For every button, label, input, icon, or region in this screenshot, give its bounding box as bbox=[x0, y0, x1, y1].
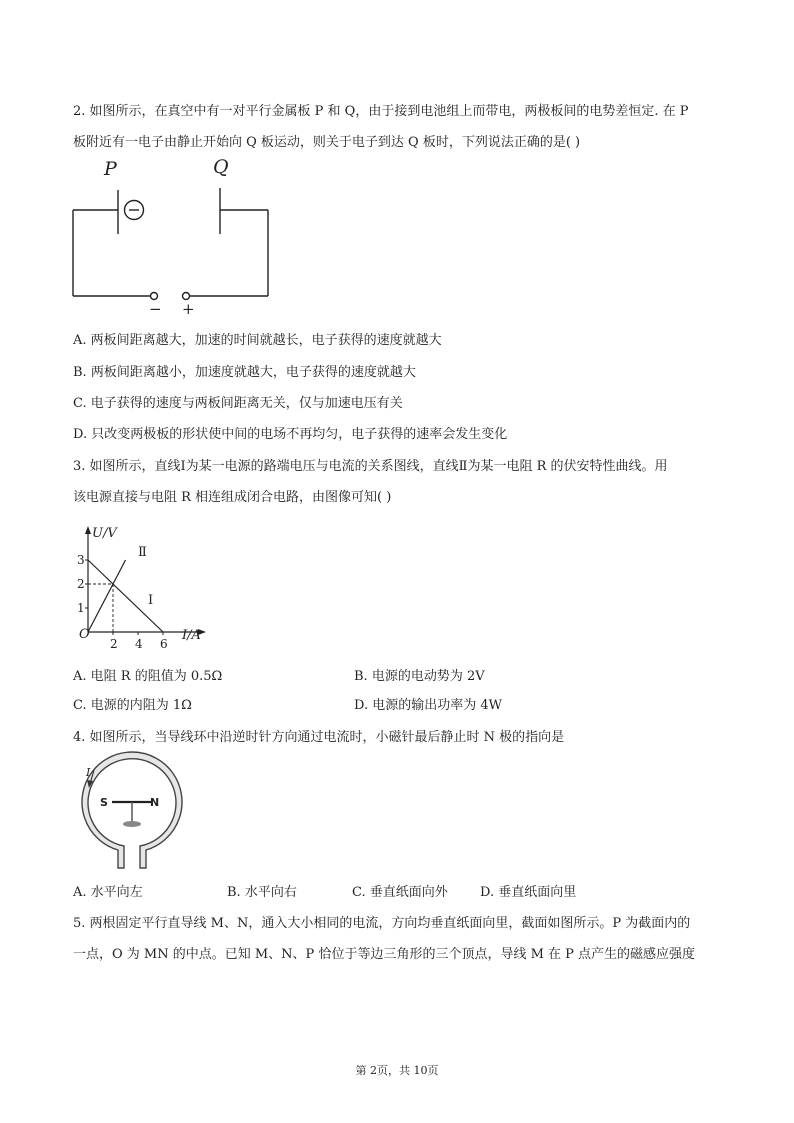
q4-loop-figure bbox=[82, 762, 182, 874]
q3-option-a: A. 电阻 R 的阻值为 0.5Ω bbox=[73, 669, 223, 684]
line1-label: Ⅰ bbox=[148, 593, 154, 608]
q5-stem-line2: 一点，O 为 MN 的中点。已知 M、N、P 恰位于等边三角形的三个顶点，导线 M 在 P 点产生的磁感应强度 bbox=[73, 947, 696, 962]
q3-stem-line1: 3. 如图所示，直线Ⅰ为某一电源的路端电压与电流的关系图线，直线Ⅱ为某一电阻 R 的伏安特性曲线。用 bbox=[73, 459, 668, 474]
q2-option-d: D. 只改变两极板的形状使中间的电场不再均匀，电子获得的速率会发生变化 bbox=[73, 427, 508, 442]
q3-option-d: D. 电源的输出功率为 4W bbox=[354, 698, 502, 713]
y-tick-label: 2 bbox=[77, 577, 85, 591]
q4-option-c: C. 垂直纸面向外 bbox=[352, 885, 448, 900]
q2-option-b: B. 两板间距离越小，加速度就越大，电子获得的速度就越大 bbox=[73, 365, 416, 380]
line2-label: Ⅱ bbox=[138, 545, 147, 560]
current-i-label: I bbox=[86, 766, 91, 779]
q5-stem-line1: 5. 两根固定平行直导线 M、N，通入大小相同的电流，方向均垂直纸面向里，截面如图所示。P 为截面内的 bbox=[73, 916, 691, 931]
n-pole-label: N bbox=[150, 796, 160, 809]
q3-option-b: B. 电源的电动势为 2V bbox=[354, 669, 485, 684]
y-tick-label: 3 bbox=[77, 553, 85, 567]
q4-stem: 4. 如图所示，当导线环中沿逆时针方向通过电流时，小磁针最后静止时 N 极的指向是 bbox=[73, 730, 565, 745]
q2-stem-line1: 2. 如图所示，在真空中有一对平行金属板 P 和 Q，由于接到电池组上而带电，两极板间的电势差恒定. 在 P bbox=[73, 104, 689, 119]
y-tick-label: 1 bbox=[77, 601, 85, 615]
series-line-2 bbox=[88, 560, 126, 632]
origin-label: O bbox=[79, 627, 90, 642]
x-tick-label: 4 bbox=[135, 637, 143, 651]
y-axis-arrow bbox=[85, 526, 91, 534]
x-tick-label: 2 bbox=[110, 637, 118, 651]
q4-option-a: A. 水平向左 bbox=[73, 885, 143, 900]
page-footer: 第 2页，共 10页 bbox=[355, 1064, 439, 1077]
x-tick-label: 6 bbox=[160, 637, 168, 651]
q2-stem-line2: 板附近有一电子由静止开始向 Q 板运动，则关于电子到达 Q 板时，下列说法正确的是( ) bbox=[73, 135, 581, 150]
plate-p-label: P bbox=[104, 158, 117, 180]
plate-q-label: Q bbox=[213, 156, 229, 178]
q4-option-d: D. 垂直纸面向里 bbox=[480, 885, 577, 900]
x-axis-label: I/A bbox=[182, 628, 201, 643]
plus-terminal-label: + bbox=[182, 300, 195, 318]
q2-option-c: C. 电子获得的速度与两板间距离无关，仅与加速电压有关 bbox=[73, 396, 403, 411]
q3-stem-line2: 该电源直接与电阻 R 相连组成闭合电路，由图像可知( ) bbox=[73, 490, 392, 505]
minus-terminal-label: − bbox=[149, 300, 162, 318]
y-axis-label: U/V bbox=[92, 526, 117, 541]
q3-ui-graph bbox=[72, 522, 222, 651]
q2-circuit-figure bbox=[70, 158, 280, 318]
s-pole-label: S bbox=[100, 796, 108, 809]
q4-option-b: B. 水平向右 bbox=[227, 885, 297, 900]
q3-option-c: C. 电源的内阻为 1Ω bbox=[73, 698, 192, 713]
q2-option-a: A. 两板间距离越大，加速的时间就越长，电子获得的速度就越大 bbox=[73, 333, 442, 348]
